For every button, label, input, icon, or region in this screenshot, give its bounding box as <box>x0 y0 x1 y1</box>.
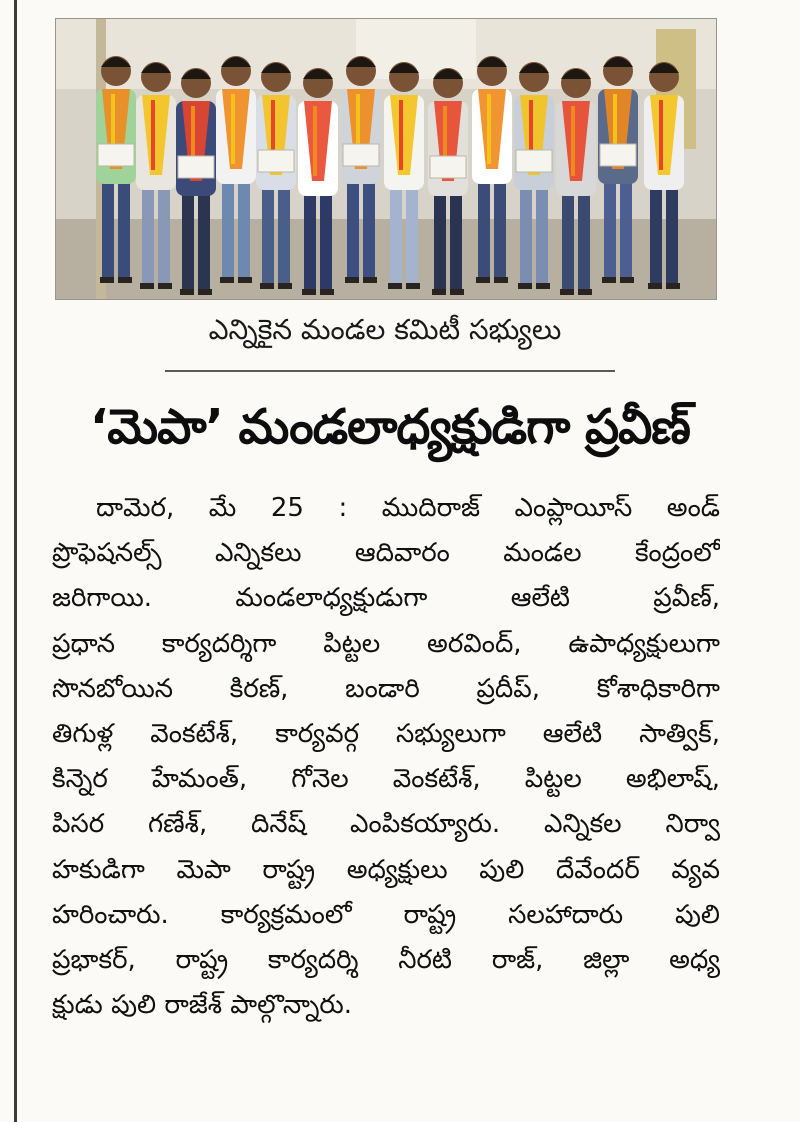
shoe <box>278 283 292 289</box>
scarf-stripe <box>659 100 663 170</box>
shoe <box>536 283 550 289</box>
caption-divider <box>165 370 615 372</box>
certificate <box>98 144 134 166</box>
leg <box>222 179 234 279</box>
leg <box>320 191 332 291</box>
shoe <box>406 283 420 289</box>
shoe <box>666 283 680 289</box>
leg <box>450 191 462 291</box>
shoe <box>648 283 662 289</box>
leg <box>142 185 154 285</box>
article-line: తిగుళ్ల వెంకటేశ్, కార్యవర్గ సభ్యులుగా ఆలేటి సాత్విక్, <box>52 718 720 749</box>
photo-caption: ఎన్నికైన మండల కమిటీ సభ్యులు <box>208 313 562 346</box>
leg <box>434 191 446 291</box>
scarf-stripe <box>399 100 403 170</box>
leg <box>390 185 402 285</box>
article-line: హకుడిగా మెపా రాష్ట్ర అధ్యక్షులు పులి దేవేందర్ వ్యవ <box>52 854 720 885</box>
leg <box>650 185 662 285</box>
shoe <box>602 277 616 283</box>
headline: ‘మెపా’ మండలాధ్యక్షుడిగా ప్రవీణ్ <box>90 399 690 455</box>
group-photo <box>55 18 717 300</box>
leg <box>238 179 250 279</box>
article-line: జరిగాయి. మండలాధ్యక్షుడుగా ఆలేటి ప్రవీణ్, <box>52 583 720 614</box>
certificate <box>516 150 552 172</box>
shoe <box>118 277 132 283</box>
leg <box>494 179 506 279</box>
leg <box>666 185 678 285</box>
scarf-stripe <box>231 94 235 164</box>
shoe <box>345 277 359 283</box>
scarf-stripe <box>151 100 155 170</box>
shoe <box>476 277 490 283</box>
leg <box>278 185 290 285</box>
shoe <box>238 277 252 283</box>
certificate <box>430 156 466 178</box>
article-line: ప్రొఫెషనల్స్ ఎన్నికలు ఆదివారం మండల కేంద్రంలో <box>52 538 720 569</box>
leg <box>604 179 616 279</box>
article-line: ప్రధాన కార్యదర్శిగా పిట్టల అరవింద్, ఉపాధ్యక్షులుగా <box>52 628 720 659</box>
scarf-stripe <box>313 106 317 176</box>
shoe <box>363 277 377 283</box>
article-line: కిన్నెర హేమంత్, గోనెల వెంకటేశ్, పిట్టల అభిలాష్, <box>52 764 720 795</box>
shoe <box>180 289 194 295</box>
shoe <box>432 289 446 295</box>
certificate <box>600 144 636 166</box>
shoe <box>302 289 316 295</box>
certificate <box>343 144 379 166</box>
shoe <box>198 289 212 295</box>
leg <box>363 179 375 279</box>
shoe <box>450 289 464 295</box>
leg <box>478 179 490 279</box>
shoe <box>388 283 402 289</box>
article-line: పిసర గణేశ్, దినేష్ ఎంపికయ్యారు. ఎన్నికల నిర్వా <box>52 809 720 840</box>
leg <box>562 191 574 291</box>
article-line: క్షుడు పులి రాజేశ్ పాల్గొన్నారు. <box>52 990 353 1021</box>
shoe <box>560 289 574 295</box>
certificate <box>258 150 294 172</box>
shoe <box>260 283 274 289</box>
leg <box>118 179 130 279</box>
leg <box>158 185 170 285</box>
shoe <box>140 283 154 289</box>
leg <box>102 179 114 279</box>
leg <box>182 191 194 291</box>
leg <box>304 191 316 291</box>
certificate <box>178 156 214 178</box>
leg <box>520 185 532 285</box>
shoe <box>220 277 234 283</box>
article-line: ప్రభాకర్, రాష్ట్ర కార్యదర్శి నీరటి రాజ్, జిల్లా అధ్య <box>52 944 720 975</box>
shoe <box>494 277 508 283</box>
leg <box>262 185 274 285</box>
leg <box>406 185 418 285</box>
scarf-stripe <box>487 94 491 164</box>
leg <box>536 185 548 285</box>
leg <box>198 191 210 291</box>
article-line: దామెర, మే 25 : ముదిరాజ్ ఎంప్లాయీస్ అండ్ <box>96 493 720 523</box>
column-divider <box>14 0 17 1122</box>
shoe <box>578 289 592 295</box>
leg <box>347 179 359 279</box>
shoe <box>320 289 334 295</box>
leg <box>620 179 632 279</box>
scarf-stripe <box>571 106 575 176</box>
shoe <box>158 283 172 289</box>
shoe <box>100 277 114 283</box>
article-line: సొనబోయిన కిరణ్, బండారి ప్రదీప్, కోశాధికారిగా <box>52 673 720 704</box>
group-photo-figures <box>56 19 716 299</box>
article-body <box>52 486 720 1028</box>
leg <box>578 191 590 291</box>
article-line: హరించారు. కార్యక్రమంలో రాష్ట్ర సలహాదారు పులి <box>52 899 720 930</box>
shoe <box>620 277 634 283</box>
shoe <box>518 283 532 289</box>
